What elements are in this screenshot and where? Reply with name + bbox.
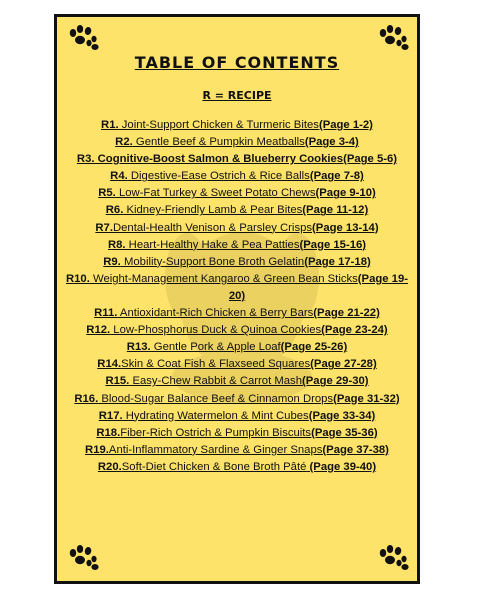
page-range: (Page 25-26) — [280, 341, 348, 354]
recipe-name: Heart-Healthy Hake & Pea Patties — [125, 238, 300, 251]
recipe-code: R1. — [101, 119, 119, 131]
recipe-code: R17. — [98, 409, 123, 422]
toc-entry[interactable] — [63, 391, 411, 408]
recipe-code: R9. — [103, 255, 121, 268]
paw-print-icon — [65, 543, 99, 573]
recipe-name: Gentle Beef & Pumpkin Meatballs — [132, 136, 305, 149]
page-range: (Page 27-28) — [310, 358, 377, 371]
recipe-code: R7. — [95, 221, 113, 234]
page-range: (Page 37-38) — [322, 443, 389, 456]
toc-entry[interactable] — [63, 459, 411, 476]
paw-print-icon — [65, 23, 99, 53]
recipe-name: Low-Fat Turkey & Sweet Potato Chews — [115, 187, 316, 200]
toc-entry[interactable] — [63, 168, 411, 185]
toc-list — [63, 117, 411, 476]
recipe-name: Skin & Coat Fish & Flaxseed Squares — [121, 358, 311, 371]
recipe-name: Mobility-Support Bone Broth Gelatin — [120, 255, 305, 268]
paw-print-icon — [375, 543, 409, 573]
toc-entry[interactable] — [63, 271, 411, 305]
recipe-name: Gentle Pork & Apple Loaf — [150, 341, 281, 354]
page-range: (Page 1-2) — [318, 119, 373, 131]
recipe-name: Low-Phosphorus Duck & Quinoa Cookies — [110, 324, 322, 337]
recipe-name: Antioxidant-Rich Chicken & Berry Bars — [117, 307, 314, 320]
page-range: (Page 11-12) — [302, 204, 369, 217]
page-range: (Page 33-34) — [308, 409, 376, 422]
recipe-code: R14. — [97, 358, 122, 371]
recipe-code: R8. — [107, 238, 126, 251]
recipe-name: Anti-Inflammatory Sardine & Ginger Snaps — [108, 443, 323, 456]
recipe-name: Hydrating Watermelon & Mint Cubes — [122, 409, 309, 422]
recipe-name: Joint-Support Chicken & Turmeric Bites — [118, 119, 319, 131]
toc-entry[interactable] — [63, 408, 411, 425]
page-range: (Page 15-16) — [299, 238, 367, 251]
toc-entry[interactable] — [63, 202, 411, 219]
recipe-name: Digestive-Ease Ostrich & Rice Balls — [127, 170, 310, 183]
toc-entry[interactable] — [63, 237, 411, 254]
toc-entry[interactable] — [63, 305, 411, 322]
recipe-code: R12. — [86, 324, 111, 337]
toc-entry[interactable] — [63, 373, 411, 390]
recipe-name: Fiber-Rich Ostrich & Pumpkin Biscuits — [120, 426, 312, 439]
recipe-code: R11. — [94, 307, 118, 320]
page-range: (Page 5-6) — [343, 153, 398, 166]
recipe-name: Dental-Health Venison & Parsley Crisps — [112, 221, 313, 234]
toc-entry[interactable] — [63, 220, 411, 237]
toc-entry[interactable] — [63, 185, 411, 202]
toc-entry[interactable] — [63, 322, 411, 339]
recipe-code: R16. — [74, 392, 99, 405]
toc-entry[interactable] — [63, 117, 411, 134]
recipe-name: Weight-Management Kangaroo & Green Bean Sticks — [89, 272, 358, 285]
page-range: (Page 17-18) — [304, 255, 371, 268]
toc-entry[interactable] — [63, 339, 411, 356]
recipe-code: R2. — [115, 136, 133, 149]
page-range: (Page 35-36) — [311, 426, 378, 439]
recipe-code: R6. — [105, 204, 124, 217]
toc-entry[interactable] — [63, 425, 411, 442]
page-title: TABLE OF CONTENTS — [134, 53, 340, 72]
recipe-code: R4. — [110, 170, 128, 183]
page-range: (Page 7-8) — [309, 170, 364, 183]
page-range: (Page 9-10) — [315, 187, 376, 200]
recipe-code: R19. — [85, 443, 109, 456]
toc-entry[interactable] — [63, 134, 411, 151]
page-range: (Page 31-32) — [333, 392, 400, 405]
recipe-code: R5. — [98, 187, 116, 200]
recipe-code: R20. — [97, 460, 122, 473]
recipe-code: R3. — [76, 153, 95, 166]
toc-entry[interactable] — [63, 151, 411, 168]
page-range: (Page 3-4) — [304, 136, 359, 149]
page-range: (Page 13-14) — [312, 221, 379, 234]
page-range: (Page 21-22) — [313, 307, 380, 320]
recipe-name: Easy-Chew Rabbit & Carrot Mash — [129, 375, 302, 388]
recipe-legend: R = RECIPE — [202, 89, 272, 102]
recipe-code: R13. — [126, 341, 151, 354]
recipe-code: R18. — [96, 426, 121, 439]
recipe-code: R10. — [65, 272, 90, 285]
recipe-code: R15. — [105, 375, 130, 388]
page-range: (Page 23-24) — [321, 324, 388, 337]
toc-entry[interactable] — [63, 356, 411, 373]
page-range: (Page 29-30) — [301, 375, 369, 388]
toc-entry[interactable] — [63, 254, 411, 271]
page-range: (Page 19-20) — [228, 272, 409, 302]
recipe-name: Kidney-Friendly Lamb & Pear Bites — [123, 204, 303, 217]
toc-entry[interactable] — [63, 442, 411, 459]
paw-print-icon — [375, 23, 409, 53]
toc-card — [54, 14, 420, 584]
recipe-name: Soft-Diet Chicken & Bone Broth Pâté — [121, 460, 307, 473]
recipe-name: Cognitive-Boost Salmon & Blueberry Cookies — [94, 153, 344, 166]
recipe-name: Blood-Sugar Balance Beef & Cinnamon Drops — [98, 392, 334, 405]
page-range: (Page 39-40) — [306, 460, 377, 473]
